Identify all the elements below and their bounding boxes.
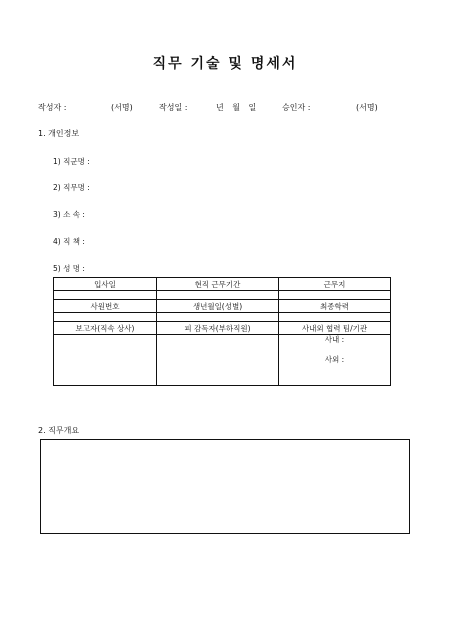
- approver-signature: (서명): [356, 103, 378, 112]
- job-group-field: 1) 직군명 :: [53, 157, 90, 166]
- education-header: 최종학력: [279, 300, 391, 313]
- approver-label: 승인자 :: [282, 103, 311, 112]
- current-tenure-value[interactable]: [157, 291, 279, 300]
- education-value[interactable]: [279, 313, 391, 322]
- job-overview-box[interactable]: [40, 439, 410, 534]
- author-signature: (서명): [111, 103, 133, 112]
- birthdate-gender-header: 생년월일(성별): [157, 300, 279, 313]
- table-row: [54, 278, 391, 291]
- position-field: 4) 직 책 :: [53, 237, 85, 246]
- current-tenure-header: 현직 근무기간: [157, 278, 279, 291]
- date-label: 작성일 :: [159, 103, 188, 112]
- date-fields: 년 월 일: [216, 103, 257, 112]
- workplace-value[interactable]: [279, 291, 391, 300]
- birthdate-gender-value[interactable]: [157, 313, 279, 322]
- supervisor-header: 보고자(직속 상사): [54, 322, 157, 335]
- table-row: [54, 291, 391, 300]
- subordinates-value[interactable]: [157, 335, 279, 386]
- document-title: 직무 기술 및 명세서: [152, 56, 298, 72]
- external-label: 사외 :: [324, 355, 345, 364]
- employee-number-value[interactable]: [54, 313, 157, 322]
- collaborators-value[interactable]: [279, 335, 391, 386]
- table-row: [54, 335, 391, 386]
- hire-date-header: 입사일: [54, 278, 157, 291]
- internal-label: 사내 :: [324, 335, 345, 344]
- employee-number-header: 사원번호: [54, 300, 157, 313]
- hire-date-value[interactable]: [54, 291, 157, 300]
- author-label: 작성자 :: [38, 103, 67, 112]
- name-field: 5) 성 명 :: [53, 264, 85, 273]
- table-row: [54, 322, 391, 335]
- table-row: [54, 313, 391, 322]
- personal-info-table: [53, 277, 391, 386]
- supervisor-value[interactable]: [54, 335, 157, 386]
- workplace-header: 근무지: [279, 278, 391, 291]
- subordinates-header: 피 감독자(부하직원): [157, 322, 279, 335]
- section-personal-info-heading: 1. 개인정보: [38, 129, 80, 138]
- job-name-field: 2) 직무명 :: [53, 183, 90, 192]
- section-job-overview-heading: 2. 직무개요: [38, 426, 80, 435]
- table-row: [54, 300, 391, 313]
- department-field: 3) 소 속 :: [53, 210, 85, 219]
- collaborators-header: 사내외 협력 팀/기관: [279, 322, 391, 335]
